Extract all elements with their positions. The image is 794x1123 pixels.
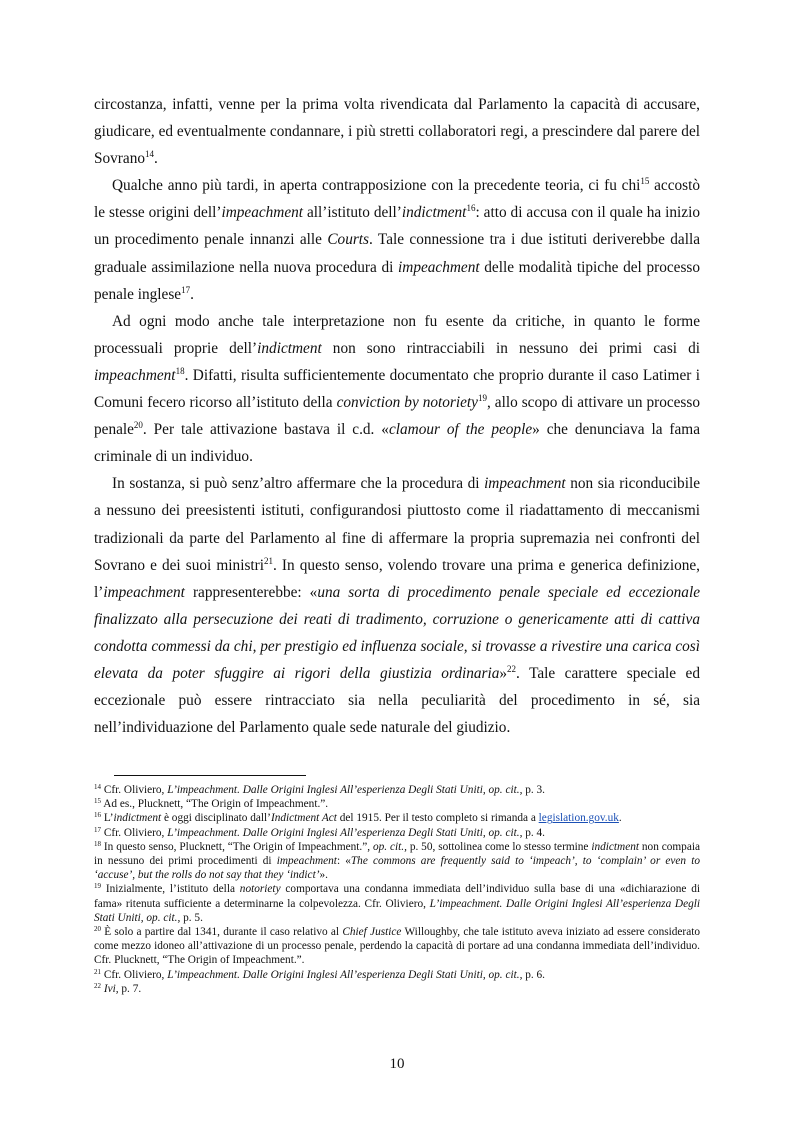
italic-text: una sorta di procedimento penale speciale ed eccezionale finalizzato alla persecuzione dei reati di tradimento, corruzione o genericamente atti di cattiva condotta commessi da chi, per prestigio ed influenza sociale, si trovasse a rivestire una carica così elevata da poter sfuggire ai rigori della giustizia ordinaria	[94, 583, 700, 682]
text-run: non sia riconducibile a nessuno dei preesistenti istituti, configurandosi piuttosto come il riadattamento di meccanismi tradizionali da parte del Parlamento al fine di affermare la propria supremazia nei confronti del Sovrano e dei suoi ministri	[94, 475, 700, 574]
footnote-ref: 17	[181, 284, 191, 295]
italic-text: impeachment	[94, 366, 176, 384]
text-run: In questo senso, Plucknett, “The Origin of Impeachment.”,	[101, 840, 373, 853]
text-run: Cfr. Oliviero,	[101, 968, 168, 981]
italic-text: L’impeachment. Dalle Origini Inglesi All’esperienza Degli Stati Uniti, op. cit.,	[167, 784, 523, 796]
text-run: accostò le stesse origini dell’	[94, 177, 700, 222]
text-run: : «	[336, 855, 351, 868]
footnote-ref: 15	[94, 797, 101, 806]
footnote-ref: 18	[175, 365, 185, 376]
text-run: . In questo senso, volendo trovare una prima e generica definizione, l’	[94, 556, 700, 601]
text-run: all’istituto dell’	[303, 204, 402, 222]
paragraph	[94, 91, 700, 172]
paragraph	[94, 470, 700, 741]
footnote	[94, 968, 700, 982]
footnote-ref: 16	[466, 203, 476, 214]
text-run: p. 4.	[522, 826, 545, 839]
italic-text: indictment	[257, 339, 322, 357]
italic-text: Ivi,	[103, 982, 119, 995]
text-run: non compaia in nessuno dei primi procedimenti di	[94, 840, 700, 868]
italic-text: L’impeachment. Dalle Origini Inglesi All’esperienza Degli Stati Uniti, op. cit.,	[167, 826, 523, 839]
footnote	[94, 925, 700, 968]
italic-text: Chief Justice	[342, 926, 402, 939]
italic-text: impeachment	[484, 475, 566, 493]
footnote-ref: 18	[94, 839, 101, 848]
link[interactable]: legislation.gov.uk	[538, 812, 619, 825]
italic-text: notoriety	[239, 883, 281, 896]
text-run: È solo a partire dal 1341, durante il caso relativo al	[101, 926, 343, 939]
footnote-separator	[114, 775, 306, 776]
footnote-ref: 17	[94, 825, 101, 834]
italic-text: Indictment Act	[270, 812, 337, 825]
text-run: : atto di accusa con il quale ha inizio un procedimento penale innanzi alle	[94, 204, 700, 249]
footnote-ref: 20	[133, 420, 143, 431]
text-run: Inizialmente, l’istituto della	[101, 883, 240, 896]
italic-text: indictment	[401, 204, 467, 222]
footnote	[94, 783, 700, 797]
text-run: è oggi disciplinato dall’	[161, 812, 271, 825]
text-run: . Difatti, risulta sufficientemente documentato che proprio durante il caso Latimer i Comuni fecero ricorso all’istituto della	[94, 366, 700, 412]
text-run: Cfr. Oliviero,	[101, 826, 168, 839]
footnote-ref: 19	[94, 882, 101, 891]
text-run: . Per tale attivazione bastava il c.d. «	[142, 421, 389, 439]
footnote	[94, 982, 700, 996]
main-text	[94, 91, 700, 741]
italic-text: Courts	[327, 231, 369, 249]
footnote-ref: 15	[640, 176, 650, 187]
footnote-ref: 22	[507, 663, 517, 674]
text-run: .	[190, 285, 194, 303]
text-run: Qualche anno più tardi, in aperta contrapposizione con la precedente teoria, ci fu chi	[112, 177, 641, 195]
text-run: p. 3.	[522, 784, 545, 796]
text-run: .	[618, 812, 622, 825]
footnote-ref: 16	[94, 811, 101, 820]
text-run: . Tale connessione tra i due istituti deriverebbe dalla graduale assimilazione nella nuova procedura di	[94, 231, 700, 276]
text-run: del 1915. Per il testo completo si rimanda a	[336, 812, 539, 825]
italic-text: indictment	[113, 812, 162, 825]
text-run: p. 5.	[180, 911, 203, 924]
footnote	[94, 797, 700, 811]
footnote	[94, 811, 700, 825]
italic-text: clamour of the people	[388, 421, 533, 439]
text-run: L’	[101, 812, 114, 825]
text-run: Willoughby, che tale istituto aveva iniziato ad essere considerato come mezzo idoneo all’attivazione di un processo penale, perdendo la capacità di portare ad una condanna immediata dell’individuo. Cfr. Plucknett, “The Origin of Impeachment.”.	[94, 926, 700, 967]
page-body	[94, 91, 700, 741]
text-run: Ad es., Plucknett, “The Origin of Impeachment.”.	[101, 798, 329, 811]
text-run: » che denunciava la fama criminale di un individuo.	[94, 421, 700, 466]
text-run: In sostanza, si può senz’altro affermare che la procedura di	[112, 475, 485, 493]
text-run: delle modalità tipiche del processo penale inglese	[94, 258, 700, 303]
text-run: Ad ogni modo anche tale interpretazione non fu esente da critiche, in quanto le forme processuali proprie dell’	[94, 312, 700, 357]
footnote-ref: 14	[94, 783, 101, 791]
text-run: comportava una condanna immediata dell’individuo sulla base di una «dichiarazione di fama» ritenuta sufficiente a determinarne la colpevolezza. Cfr. Oliviero,	[94, 883, 700, 910]
italic-text: The commons are frequently said to ‘impeach’, to ‘complain’ or even to ‘accuse’, but the rolls do not say that they ‘indict’	[94, 855, 700, 882]
footnote	[94, 840, 700, 883]
italic-text: impeachment	[398, 258, 480, 276]
italic-text: indictment	[591, 840, 639, 853]
footnote-ref: 14	[145, 149, 154, 160]
text-run: , allo scopo di attivare un processo penale	[94, 394, 700, 439]
footnote-ref: 22	[94, 981, 101, 990]
footnote	[94, 882, 700, 925]
text-run: p. 7.	[118, 982, 142, 995]
text-run: circostanza, infatti, venne per la prima volta rivendicata dal Parlamento la capacità di accusare, giudicare, ed eventualmente condannare, i più stretti collaboratori regi, a prescindere dal parere del Sovrano	[94, 96, 700, 168]
paragraph	[94, 308, 700, 471]
text-run: . Tale carattere speciale ed eccezionale può essere rintracciato sia nella peculiarità del procedimento in sé, sia nell’individuazione del Parlamento quale sede naturale del giudizio.	[94, 664, 700, 737]
text-run: ».	[319, 869, 328, 882]
text-run: Cfr. Oliviero,	[101, 784, 168, 796]
italic-text: impeachment	[221, 204, 304, 222]
text-run: p. 50, sottolinea come lo stesso termine	[406, 840, 592, 853]
paragraph	[94, 172, 700, 307]
page-number: 10	[389, 1056, 405, 1072]
italic-text: op. cit.,	[372, 840, 407, 853]
footnote	[94, 826, 700, 840]
italic-text: impeachment	[103, 583, 185, 601]
footnotes	[94, 783, 700, 996]
italic-text: conviction by notoriety	[336, 394, 478, 412]
italic-text: L’impeachment. Dalle Origini Inglesi All’esperienza Degli Stati Uniti, op. cit.,	[167, 968, 523, 981]
footnote-ref: 20	[94, 925, 101, 934]
text-run: non sono rintracciabili in nessuno dei primi casi di	[321, 339, 700, 357]
footnote-ref: 21	[264, 555, 273, 566]
italic-text: L’impeachment. Dalle Origini Inglesi All’esperienza Degli Stati Uniti, op. cit.,	[94, 897, 701, 924]
text-run: »	[499, 664, 508, 682]
italic-text: impeachment	[276, 855, 337, 868]
text-run: rappresenterebbe: «	[184, 583, 318, 601]
footnote-ref: 19	[477, 393, 487, 404]
footnote-ref: 21	[94, 967, 101, 976]
text-run: .	[154, 150, 158, 168]
text-run: p. 6.	[522, 968, 545, 981]
